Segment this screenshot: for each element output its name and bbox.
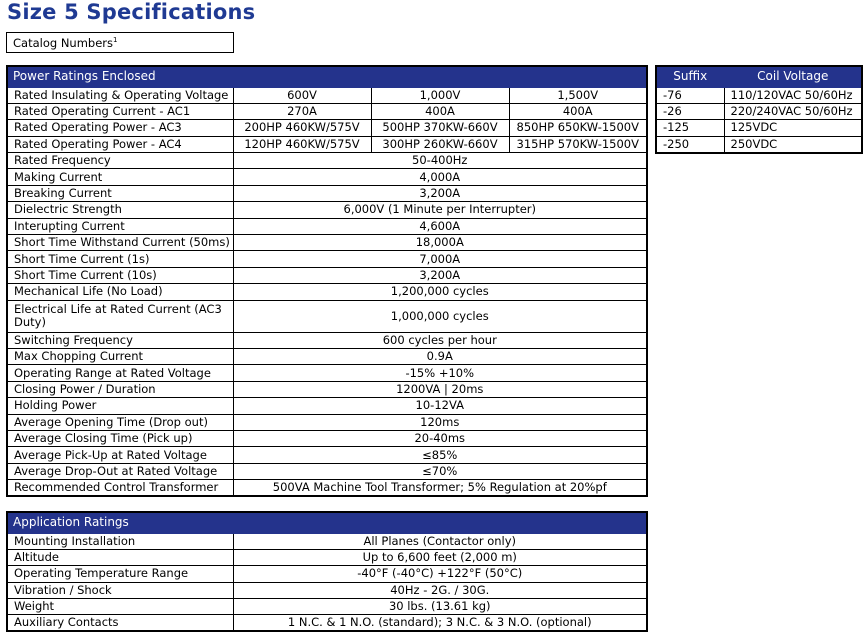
- spec-value: -15% +10%: [233, 365, 647, 381]
- table-row: [7, 447, 647, 463]
- table-row: [7, 463, 647, 479]
- spec-value: 3,200A: [233, 185, 647, 201]
- spec-value: 30 lbs. (13.61 kg): [233, 599, 647, 615]
- table-row: [7, 300, 647, 332]
- table-row: [7, 615, 647, 631]
- spec-value: 1,000V: [371, 87, 509, 103]
- table-row: [7, 87, 647, 103]
- spec-label: Rated Operating Power - AC3: [7, 120, 233, 136]
- spec-value: ≤70%: [233, 463, 647, 479]
- spec-value: 20-40ms: [233, 430, 647, 446]
- spec-label: Recommended Control Transformer: [7, 480, 233, 496]
- spec-value: 1 N.C. & 1 N.O. (standard); 3 N.C. & 3 N.O. (optional): [233, 615, 647, 631]
- table-row: [7, 348, 647, 364]
- table-row: [7, 582, 647, 598]
- spec-label: Operating Range at Rated Voltage: [7, 365, 233, 381]
- spec-label: Closing Power / Duration: [7, 381, 233, 397]
- table-row: [7, 332, 647, 348]
- spec-value: 1200VA | 20ms: [233, 381, 647, 397]
- table-row: [7, 398, 647, 414]
- spec-value: Up to 6,600 feet (2,000 m): [233, 549, 647, 565]
- spec-value: 0.9A: [233, 348, 647, 364]
- spec-label: Holding Power: [7, 398, 233, 414]
- coil-voltage-column-header: Coil Voltage: [724, 66, 862, 87]
- table-row: [7, 533, 647, 549]
- spec-label: Mounting Installation: [7, 533, 233, 549]
- spec-value: 1,200,000 cycles: [233, 284, 647, 300]
- coil-voltage-table: [655, 65, 863, 154]
- table-row: [7, 153, 647, 169]
- spec-label: Short Time Withstand Current (50ms): [7, 235, 233, 251]
- spec-value: 4,000A: [233, 169, 647, 185]
- spec-label: Operating Temperature Range: [7, 566, 233, 582]
- spec-value: 270A: [233, 103, 371, 119]
- table-row: [7, 549, 647, 565]
- table-row: [656, 120, 862, 136]
- suffix-column-header: Suffix: [656, 66, 724, 87]
- spec-label: Altitude: [7, 549, 233, 565]
- table-row: [7, 103, 647, 119]
- table-row: [7, 284, 647, 300]
- table-row: [7, 251, 647, 267]
- application-ratings-header: Application Ratings: [7, 512, 647, 533]
- spec-label: Average Drop-Out at Rated Voltage: [7, 463, 233, 479]
- table-row: [7, 480, 647, 496]
- spec-value: -40°F (-40°C) +122°F (50°C): [233, 566, 647, 582]
- spec-label: Average Opening Time (Drop out): [7, 414, 233, 430]
- table-row: [7, 381, 647, 397]
- coil-voltage: 110/120VAC 50/60Hz: [724, 87, 862, 103]
- spec-label: Auxiliary Contacts: [7, 615, 233, 631]
- table-row: [7, 566, 647, 582]
- spec-value: 1,000,000 cycles: [233, 300, 647, 332]
- table-row: [656, 136, 862, 152]
- coil-suffix: -250: [656, 136, 724, 152]
- spec-value: 40Hz - 2G. / 30G.: [233, 582, 647, 598]
- spec-label: Electrical Life at Rated Current (AC3 Duty): [7, 300, 233, 332]
- table-row: [7, 169, 647, 185]
- table-row: [7, 235, 647, 251]
- spec-label: Mechanical Life (No Load): [7, 284, 233, 300]
- spec-label: Rated Operating Current - AC1: [7, 103, 233, 119]
- spec-value: 10-12VA: [233, 398, 647, 414]
- table-row: [656, 87, 862, 103]
- spec-value: 18,000A: [233, 235, 647, 251]
- spec-value: 50-400Hz: [233, 153, 647, 169]
- table-row: [7, 414, 647, 430]
- page-title: Size 5 Specifications: [7, 0, 256, 24]
- spec-label: Short Time Current (10s): [7, 267, 233, 283]
- spec-value: 7,000A: [233, 251, 647, 267]
- spec-label: Max Chopping Current: [7, 348, 233, 364]
- spec-label: Interupting Current: [7, 218, 233, 234]
- spec-value: 4,600A: [233, 218, 647, 234]
- coil-voltage: 250VDC: [724, 136, 862, 152]
- spec-value: 1,500V: [509, 87, 647, 103]
- spec-label: Weight: [7, 599, 233, 615]
- spec-value: 400A: [371, 103, 509, 119]
- spec-label: Average Closing Time (Pick up): [7, 430, 233, 446]
- catalog-numbers-box: [6, 32, 234, 53]
- table-row: [7, 599, 647, 615]
- catalog-footnote: 1: [113, 36, 118, 45]
- spec-label: Rated Insulating & Operating Voltage: [7, 87, 233, 103]
- spec-value: 500VA Machine Tool Transformer; 5% Regulation at 20%pf: [233, 480, 647, 496]
- spec-label: Rated Frequency: [7, 153, 233, 169]
- spec-value: 6,000V (1 Minute per Interrupter): [233, 202, 647, 218]
- spec-value: 600V: [233, 87, 371, 103]
- power-ratings-table: [6, 65, 648, 497]
- spec-label: Vibration / Shock: [7, 582, 233, 598]
- table-row: [7, 136, 647, 152]
- spec-value: 400A: [509, 103, 647, 119]
- spec-value: 3,200A: [233, 267, 647, 283]
- spec-value: ≤85%: [233, 447, 647, 463]
- coil-suffix: -26: [656, 103, 724, 119]
- spec-value: 315HP 570KW-1500V: [509, 136, 647, 152]
- spec-value: 600 cycles per hour: [233, 332, 647, 348]
- table-row: [7, 185, 647, 201]
- table-row: [7, 218, 647, 234]
- table-row: [7, 267, 647, 283]
- spec-label: Short Time Current (1s): [7, 251, 233, 267]
- application-ratings-table: [6, 511, 648, 632]
- spec-value: 300HP 260KW-660V: [371, 136, 509, 152]
- spec-value: All Planes (Contactor only): [233, 533, 647, 549]
- spec-value: 500HP 370KW-660V: [371, 120, 509, 136]
- table-row: [656, 103, 862, 119]
- spec-value: 200HP 460KW/575V: [233, 120, 371, 136]
- spec-label: Rated Operating Power - AC4: [7, 136, 233, 152]
- catalog-numbers-label: Catalog Numbers: [13, 36, 114, 50]
- spec-label: Average Pick-Up at Rated Voltage: [7, 447, 233, 463]
- table-row: [7, 365, 647, 381]
- coil-suffix: -125: [656, 120, 724, 136]
- coil-suffix: -76: [656, 87, 724, 103]
- spec-value: 120HP 460KW/575V: [233, 136, 371, 152]
- coil-voltage: 220/240VAC 50/60Hz: [724, 103, 862, 119]
- spec-label: Dielectric Strength: [7, 202, 233, 218]
- spec-value: 120ms: [233, 414, 647, 430]
- spec-label: Switching Frequency: [7, 332, 233, 348]
- spec-label: Making Current: [7, 169, 233, 185]
- coil-voltage: 125VDC: [724, 120, 862, 136]
- table-row: [7, 202, 647, 218]
- power-ratings-header: Power Ratings Enclosed: [7, 66, 647, 87]
- spec-value: 850HP 650KW-1500V: [509, 120, 647, 136]
- table-row: [7, 430, 647, 446]
- table-row: [7, 120, 647, 136]
- spec-label: Breaking Current: [7, 185, 233, 201]
